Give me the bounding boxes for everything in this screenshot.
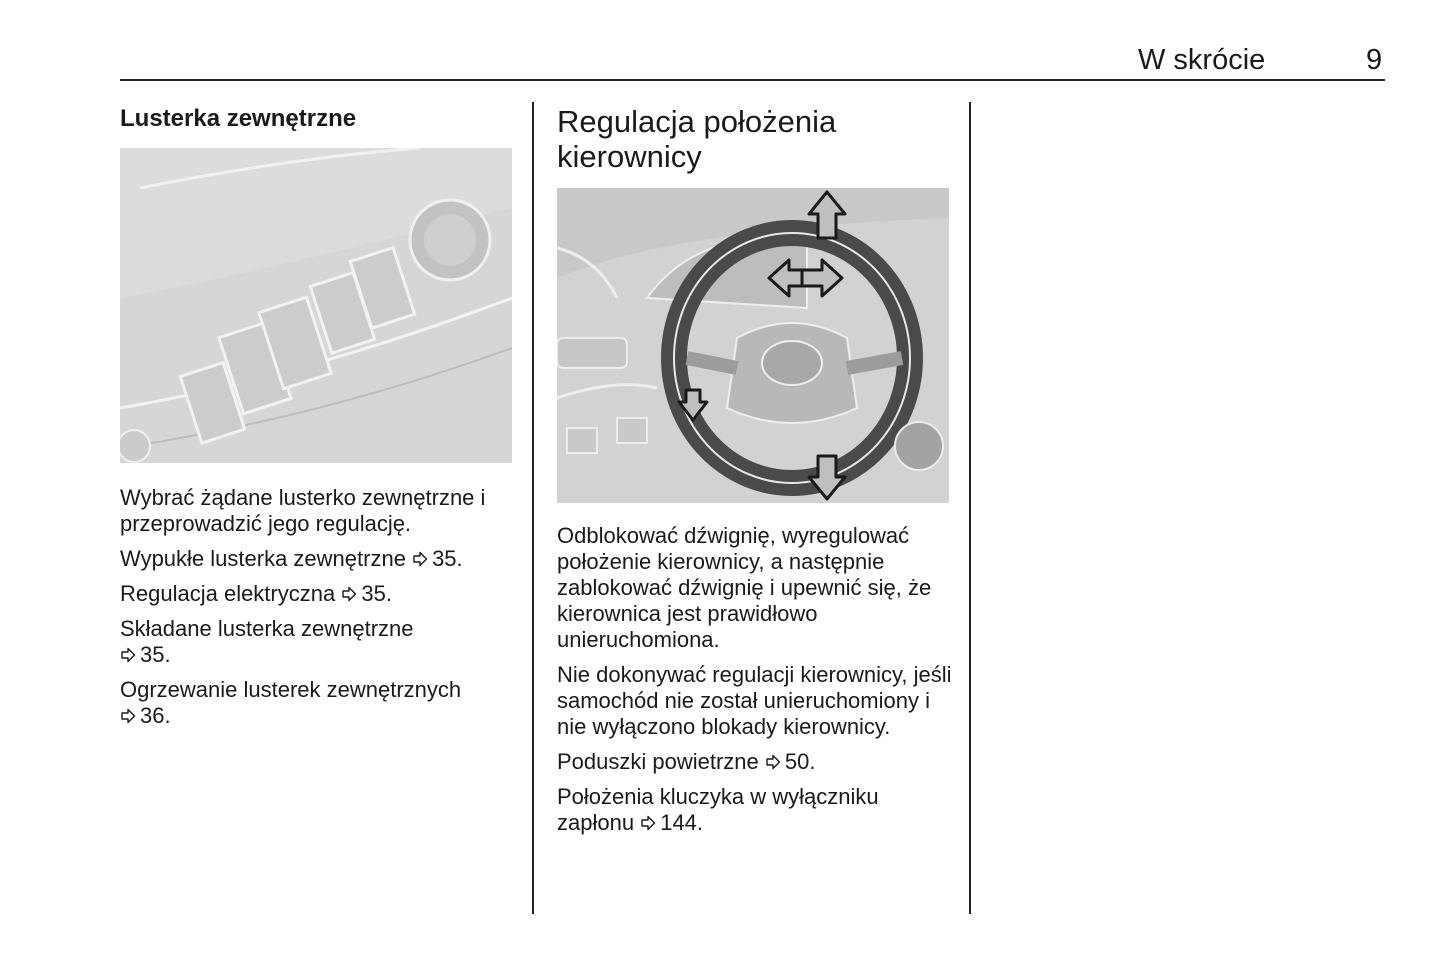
paragraph: Wybrać żądane lusterko zewnętrzne i przeprowadzić jego regulację. [120,485,486,536]
cross-reference-link[interactable]: 35. [341,581,392,606]
page-number: 9 [1366,44,1383,76]
section-heading: Regulacja położenia kierownicy [557,104,837,174]
section-steering-wheel-adjustment [557,104,952,845]
paragraph: Położenia kluczyka w wyłączniku zapłonu 144. [557,784,879,835]
reference-arrow-icon [120,708,136,724]
paragraph: Regulacja elektryczna 35. [120,581,392,606]
reference-arrow-icon [640,815,656,831]
column-divider-1 [532,102,534,914]
paragraph: Składane lusterka zewnętrzne 35. [120,616,414,667]
paragraph: Nie dokonywać regulacji kierownicy, jeśli samochód nie został unieruchomiony i nie wyłączono blokady kierownicy. [557,662,952,739]
running-header-title: W skrócie [1138,44,1266,76]
cross-reference-link[interactable]: 50. [765,749,816,774]
paragraph: Ogrzewanie lusterek zewnętrznych 36. [120,677,462,728]
section-exterior-mirrors [120,104,520,738]
reference-arrow-icon [120,647,136,663]
column-divider-2 [969,102,971,914]
paragraph: Wypukłe lusterka zewnętrzne 35. [120,546,463,571]
header-divider [120,79,1385,81]
steering-wheel-illustration [557,188,949,503]
reference-arrow-icon [341,586,357,602]
mirror-switch-illustration [120,148,512,463]
cross-reference-link[interactable]: 35. [120,642,171,667]
paragraph: Odblokować dźwignię, wyregulować położenie kierownicy, a następnie zablokować dźwignię i upewnić się, że kierownica jest prawidłowo unieruchomiona. [557,523,932,652]
cross-reference-link[interactable]: 144. [640,810,703,835]
cross-reference-link[interactable]: 35. [412,546,463,571]
section-heading: Lusterka zewnętrzne [120,105,357,132]
reference-arrow-icon [765,754,781,770]
cross-reference-link[interactable]: 36. [120,703,171,728]
paragraph: Poduszki powietrzne 50. [557,749,816,774]
reference-arrow-icon [412,551,428,567]
